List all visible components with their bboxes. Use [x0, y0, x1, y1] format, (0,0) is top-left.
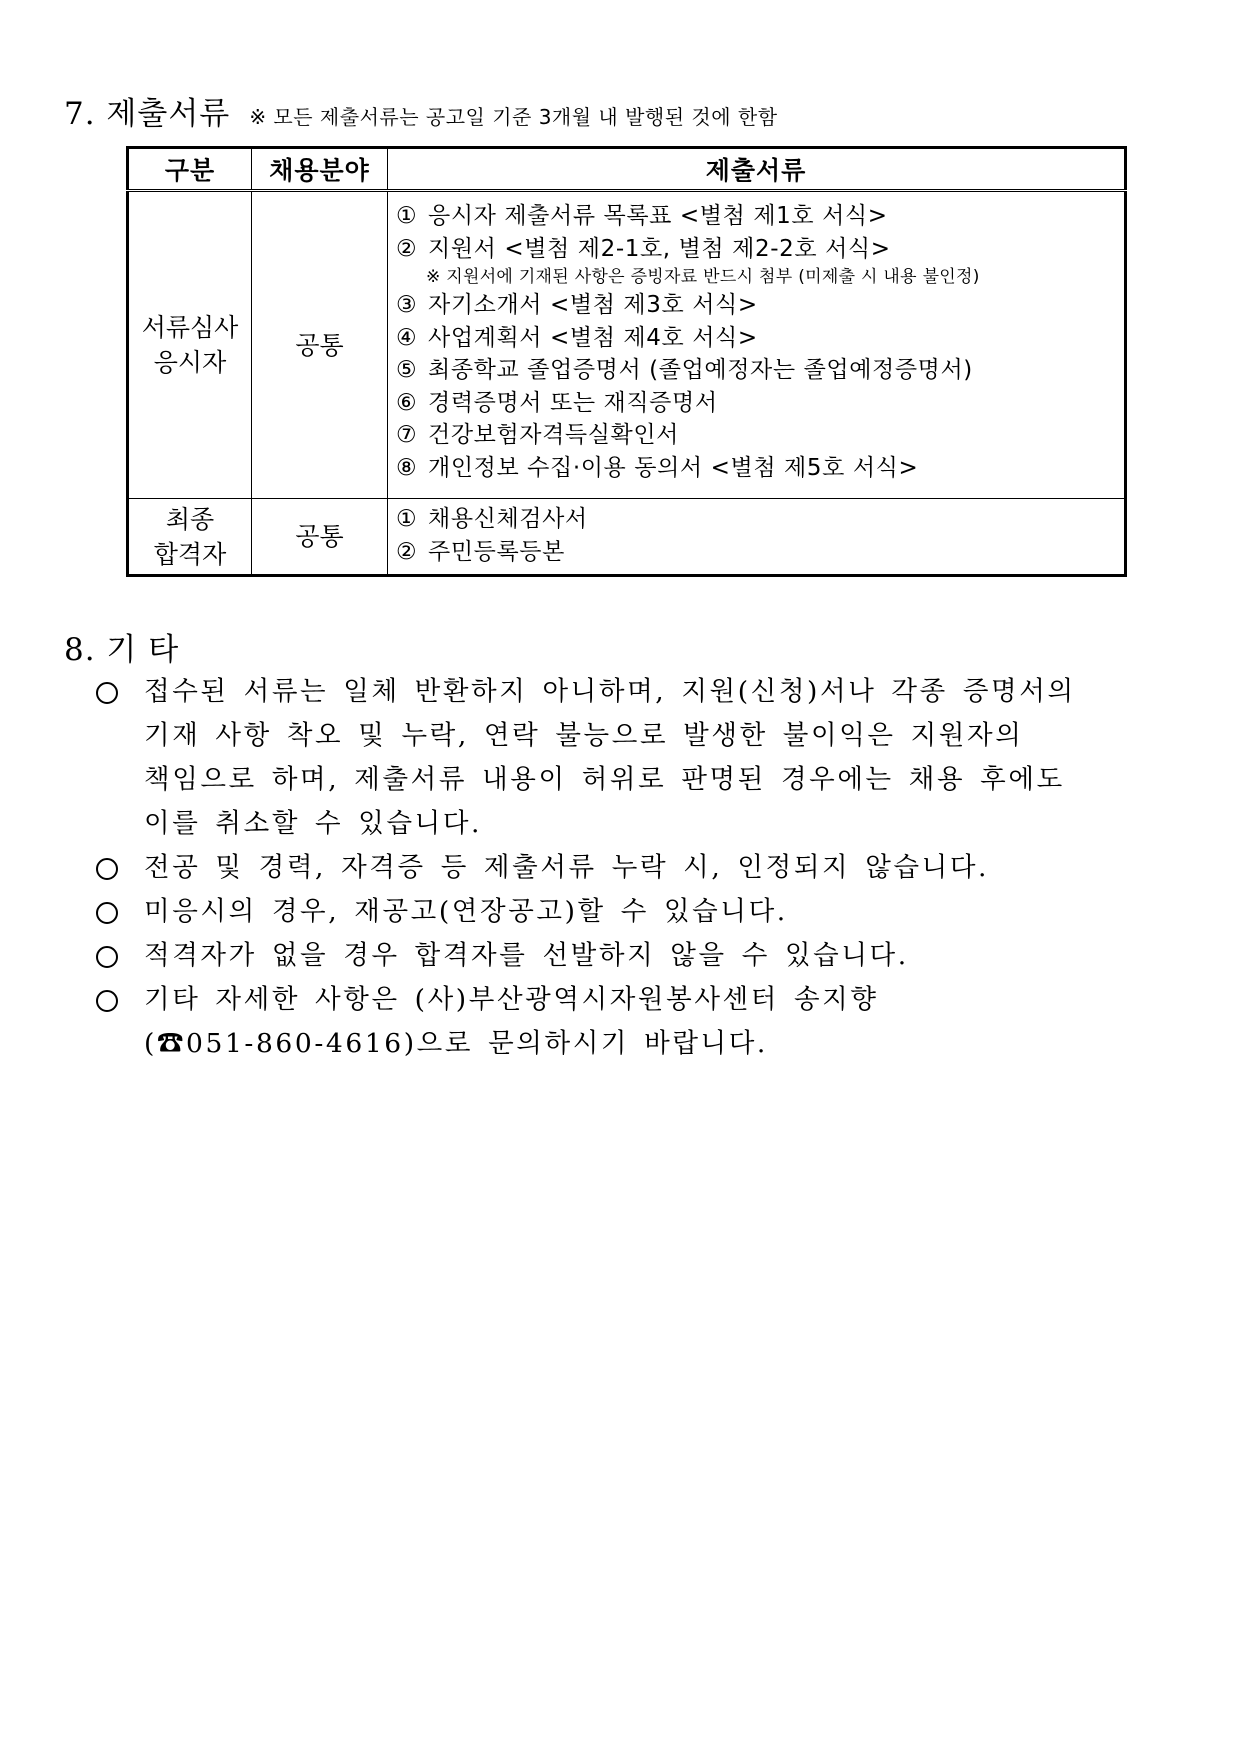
bullet-text: 접수된 서류는 일체 반환하지 아니하며, 지원(신청)서나 각종 증명서의 기재 사항 착오 및 누락, 연락 불능으로 발생한 불이익은 지원자의 책임으로 하며, 제출서류 내용이 허위로 판명된 경우에는 채용 후에도 이를 취소할 수 있습니다. [144, 676, 1076, 839]
document-text: 지원서 <별첨 제2-1호, 별첨 제2-2호 서식> [428, 235, 891, 262]
document-number: ① [396, 506, 418, 532]
document-number: ⑦ [396, 422, 418, 448]
document-item [396, 200, 1124, 233]
document-number: ① [396, 203, 418, 229]
document-item [396, 536, 1124, 569]
category-cell [128, 499, 252, 576]
bullet-text: 기타 자세한 사항은 (사)부산광역시자원봉사센터 송지향 (☎051-860-4616)으로 문의하시기 바랍니다. [144, 984, 879, 1059]
document-text: 주민등록등본 [428, 538, 565, 565]
bullet-text: 적격자가 없을 경우 합격자를 선발하지 않을 수 있습니다. [144, 940, 909, 971]
document-number: ⑥ [396, 389, 418, 416]
circle-bullet-icon [96, 858, 118, 880]
section-7-note: ※ 모든 제출서류는 공고일 기준 3개월 내 발행된 것에 한함 [249, 105, 778, 129]
document-number: ④ [396, 324, 418, 351]
documents-cell [388, 191, 1126, 499]
document-number: ⑧ [396, 454, 418, 481]
document-number: ⑤ [396, 357, 418, 383]
section-8-title: 8. 기 타 [64, 632, 180, 668]
etc-bullet-list [96, 670, 1136, 1066]
document-text: 자기소개서 <별첨 제3호 서식> [428, 292, 758, 318]
category-line: 최종 [165, 504, 215, 534]
document-item [396, 387, 1124, 420]
document-item [396, 289, 1124, 322]
table-row [128, 191, 1126, 499]
bullet-text: 전공 및 경력, 자격증 등 제출서류 누락 시, 인정되지 않습니다. [144, 852, 990, 883]
category-line: 서류심사 [141, 313, 239, 342]
document-item [396, 503, 1124, 536]
field-cell: 공통 [252, 191, 388, 499]
document-text: 건강보험자격득실확인서 [428, 422, 679, 448]
document-note: ※ 지원서에 기재된 사항은 증빙자료 반드시 첨부 (미제출 시 내용 불인정) [426, 267, 980, 287]
section-7-title: 7. 제출서류 [64, 96, 231, 132]
table-header-row [128, 148, 1126, 191]
circle-bullet-icon [96, 990, 118, 1012]
document-number: ② [396, 235, 418, 262]
documents-cell [388, 499, 1126, 576]
header-documents: 제출서류 [388, 148, 1126, 191]
list-item [96, 934, 1136, 978]
field-cell: 공통 [252, 499, 388, 576]
document-text: 개인정보 수집·이용 동의서 <별첨 제5호 서식> [428, 454, 919, 481]
document-text: 채용신체검사서 [428, 506, 588, 532]
section-7-header [64, 88, 778, 133]
circle-bullet-icon [96, 946, 118, 968]
list-item [96, 670, 1136, 846]
document-text: 사업계획서 <별첨 제4호 서식> [428, 324, 758, 351]
document-item [396, 419, 1124, 452]
document-text: 최종학교 졸업증명서 (졸업예정자는 졸업예정증명서) [428, 357, 973, 383]
list-item [96, 978, 1136, 1066]
category-line: 합격자 [153, 539, 227, 569]
category-line: 응시자 [153, 348, 227, 377]
circle-bullet-icon [96, 682, 118, 704]
document-text: 경력증명서 또는 재직증명서 [428, 389, 718, 416]
document-number: ③ [396, 292, 418, 318]
document-number: ② [396, 538, 418, 565]
bullet-text: 미응시의 경우, 재공고(연장공고)할 수 있습니다. [144, 896, 788, 927]
circle-bullet-icon [96, 902, 118, 924]
section-8-header [64, 624, 179, 669]
list-item [96, 846, 1136, 890]
category-cell [128, 191, 252, 499]
document-item [396, 322, 1124, 355]
document-item [396, 452, 1124, 485]
list-item [96, 890, 1136, 934]
document-item [396, 233, 1124, 266]
document-text: 응시자 제출서류 목록표 <별첨 제1호 서식> [428, 203, 888, 229]
header-field: 채용분야 [252, 148, 388, 191]
header-category: 구분 [128, 148, 252, 191]
document-item [396, 354, 1124, 387]
table-row [128, 499, 1126, 576]
submission-documents-table [126, 146, 1127, 577]
